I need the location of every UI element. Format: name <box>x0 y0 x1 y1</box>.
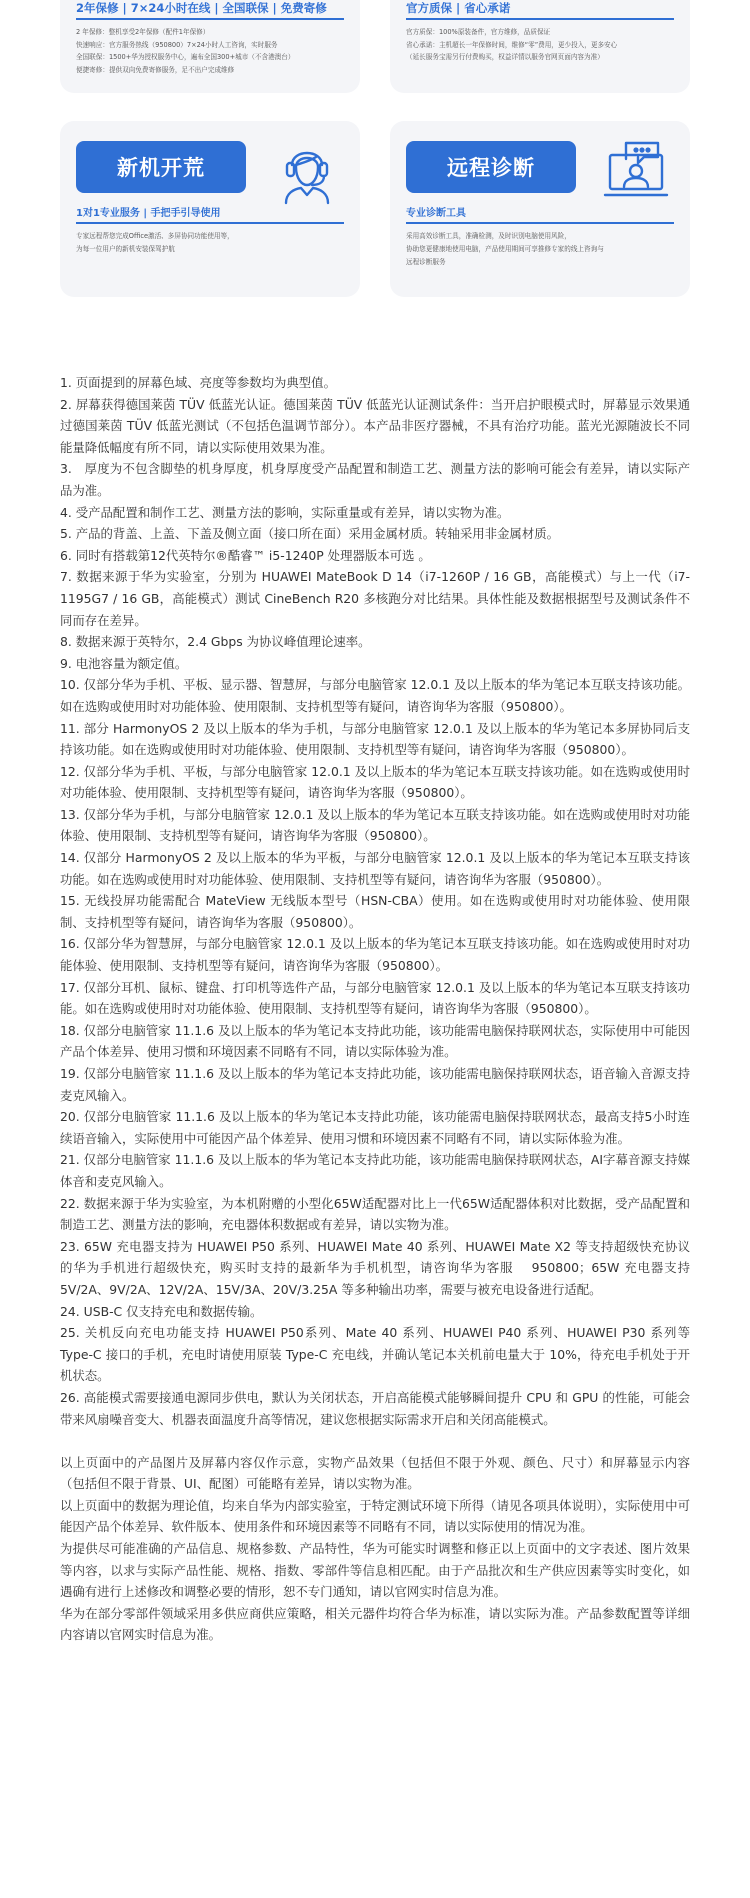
warranty-card <box>60 0 360 93</box>
footnote: 6. 同时有搭载第12代英特尔®酷睿™ i5-1240P 处理器版本可选 。 <box>60 547 431 563</box>
warranty-line: 2 年保修：整机享受2年保修（配件1年保修） <box>76 28 210 36</box>
guarantee-line: （延长服务宝需另行付费购买，权益详情以服务官网页面内容为准） <box>406 53 604 62</box>
guarantee-line: 省心承诺：主机超长一年保修时间，维修“零”费用，更少投入，更多安心 <box>406 40 618 49</box>
footnote: 14. 仅部分 HarmonyOS 2 及以上版本的华为平板，与部分电脑管家 12.0.1 及以上版本的华为笔记本互联支持该功能。如在选购或使用时对功能体验、使用限制、支持机型等有疑问，请咨询华为客服（950800）。 <box>60 850 690 887</box>
footnote: 1. 页面提到的屏幕色域、亮度等参数均为典型值。 <box>60 375 336 390</box>
guarantee-heading: 官方质保 | 省心承诺 <box>406 1 511 15</box>
remote-diagnosis-line: 协助您更健康地使用电脑，产品使用期间可享推修专家的线上咨询与 <box>406 245 604 253</box>
divider <box>406 18 674 20</box>
guarantee-line: 官方质保：100%原装备件，官方维修，品质保证 <box>406 28 551 36</box>
footnote: 5. 产品的背盖、上盖、下盖及侧立面（接口所在面）采用金属材质。转轴采用非金属材质。 <box>60 526 559 542</box>
footnote: 25. 关机反向充电功能支持 HUAWEI P50系列、Mate 40 系列、HUAWEI P40 系列、HUAWEI P30 系列等 Type-C 接口的手机，充电时请使用原装 Type-C 充电线，并确认笔记本关机前电量大于 10%，待充电手机处于开机状态。 <box>60 1325 690 1384</box>
footnotes <box>60 372 690 1646</box>
footnote: 24. USB-C 仅支持充电和数据传输。 <box>60 1303 263 1319</box>
remote-diagnosis-line: 采用高效诊断工具，准确检测，及时识别电脑使用风险， <box>406 232 571 240</box>
remote-diagnosis-card <box>390 121 690 297</box>
footnote: 10. 仅部分华为手机、平板、显示器、智慧屏，与部分电脑管家 12.0.1 及以上版本的华为笔记本互联支持该功能。如在选购或使用时对功能体验、使用限制、支持机型等有疑问，请咨询华为客服（950800）。 <box>60 677 690 714</box>
disclaimer: 华为在部分零部件领域采用多供应商供应策略，相关元器件均符合华为标准，请以实际为准。产品参数配置等详细内容请以官网实时信息为准。 <box>60 1605 690 1643</box>
footnote: 3. 厚度为不包含脚垫的机身厚度，机身厚度受产品配置和制造工艺、测量方法的影响可能会有差异，请以实际产品为准。 <box>60 461 690 498</box>
footnote: 20. 仅部分电脑管家 11.1.6 及以上版本的华为笔记本支持此功能，该功能需电脑保持联网状态，最高支持5小时连续语音输入，实际使用中可能因产品个体差异、使用习惯和环境因素不同略有不同，请以实际体验为准。 <box>60 1109 690 1146</box>
divider <box>76 18 344 20</box>
footnote: 13. 仅部分华为手机，与部分电脑管家 12.0.1 及以上版本的华为笔记本互联支持该功能。如在选购或使用时对功能体验、使用限制、支持机型等有疑问，请咨询华为客服（950800）。 <box>60 806 690 844</box>
footnote: 26. 高能模式需要接通电源同步供电，默认为关闭状态，开启高能模式能够瞬间提升 CPU 和 GPU 的性能，可能会带来风扇噪音变大、机器表面温度升高等情况，建议您根据实际需求开启和关闭高能模式。 <box>60 1389 690 1427</box>
new-device-setup-card <box>60 121 360 297</box>
footnote: 17. 仅部分耳机、鼠标、键盘、打印机等选件产品，与部分电脑管家 12.0.1 及以上版本的华为笔记本互联支持该功能。如在选购或使用时对功能体验、使用限制、支持机型等有疑问，请咨询华为客服（950800）。 <box>60 979 690 1017</box>
divider <box>406 222 674 224</box>
warranty-line: 便捷寄修：提供双向免费寄修服务，足不出户完成维修 <box>76 65 235 74</box>
footnote: 16. 仅部分华为智慧屏，与部分电脑管家 12.0.1 及以上版本的华为笔记本互联支持该功能。如在选购或使用时对功能体验、使用限制、支持机型等有疑问，请咨询华为客服（950800）。 <box>60 936 690 974</box>
new-device-setup-subheading: 1对1专业服务 | 手把手引导使用 <box>76 208 221 219</box>
remote-diagnosis-subheading: 专业诊断工具 <box>406 208 466 219</box>
warranty-line: 全国联保：1500+华为授权服务中心，遍布全国300+城市（不含港澳台） <box>76 53 295 62</box>
footnote: 15. 无线投屏功能需配合 MateView 无线版本型号（HSN-CBA）使用。如在选购或使用时对功能体验、使用限制、支持机型等有疑问，请咨询华为客服（950800）。 <box>60 893 690 930</box>
customer-service-headset-icon <box>272 135 342 205</box>
footnote: 23. 65W 充电器支持为 HUAWEI P50 系列、HUAWEI Mate 40 系列、HUAWEI Mate X2 等支持超级快充协议的华为手机进行超级快充，购买时支持的最新华为手机机型，请咨询华为客服 950800；65W 充电器支持 5V/2A、9V/2A、12V/2A、15V/3A、20V/3.25A 等多种输出功率，需要与被充电设备进行适配。 <box>60 1238 690 1297</box>
footnote: 2. 屏幕获得德国莱茵 TÜV 低蓝光认证。德国莱茵 TÜV 低蓝光认证测试条件：当开启护眼模式时，屏幕显示效果通过德国莱茵 TÜV 低蓝光测试（不包括色温调节部分）。本产品非医疗器械，不具有治疗功能。蓝光光源随波长不同能量降低幅度有所不同，请以实际使用效果为准。 <box>60 396 690 455</box>
footnote: 19. 仅部分电脑管家 11.1.6 及以上版本的华为笔记本支持此功能，该功能需电脑保持联网状态，语音输入音源支持麦克风输入。 <box>60 1066 690 1103</box>
warranty-heading: 2年保修 | 7×24小时在线 | 全国联保 | 免费寄修 <box>76 1 327 15</box>
remote-diagnosis-line: 远程诊断服务 <box>406 258 446 266</box>
footnote: 9. 电池容量为额定值。 <box>60 655 188 671</box>
disclaimer: 以上页面中的数据为理论值，均来自华为内部实验室，于特定测试环境下所得（请见各项具体说明），实际使用中可能因产品个体差异、软件版本、使用条件和环境因素等不同略有不同，请以实际使用的情况为准。 <box>60 1497 690 1535</box>
disclaimer: 为提供尽可能准确的产品信息、规格参数、产品特性，华为可能实时调整和修正以上页面中的文字表述、图片效果等内容，以求与实际产品性能、规格、指数、零部件等信息相匹配。由于产品批次和生产供应因素等实时变化，如遇确有进行上述修改和调整必要的情形，恕不专门通知，请以官网实时信息为准。 <box>60 1541 690 1600</box>
disclaimer: 以上页面中的产品图片及屏幕内容仅作示意，实物产品效果（包括但不限于外观、颜色、尺寸）和屏幕显示内容（包括但不限于背景、UI、配图）可能略有差异，请以实物为准。 <box>60 1454 690 1492</box>
new-device-setup-line: 专家远程帮您完成Office激活、多屏协同功能使用等， <box>76 232 234 240</box>
footnote: 21. 仅部分电脑管家 11.1.6 及以上版本的华为笔记本支持此功能，该功能需电脑保持联网状态，AI字幕音源支持媒体音和麦克风输入。 <box>60 1152 690 1189</box>
guarantee-card <box>390 0 690 93</box>
divider <box>76 222 344 224</box>
warranty-line: 快速响应：官方服务热线（950800）7×24小时人工咨询，实时服务 <box>76 40 278 49</box>
footnote: 8. 数据来源于英特尔，2.4 Gbps 为协议峰值理论速率。 <box>60 634 371 650</box>
footnote: 22. 数据来源于华为实验室，为本机附赠的小型化65W适配器对比上一代65W适配器体积对比数据，受产品配置和制造工艺、测量方法的影响，充电器体积数据或有差异，请以实物为准。 <box>60 1195 690 1233</box>
new-device-setup-line: 为每一位用户的新机安装保驾护航 <box>76 245 175 253</box>
footnote: 11. 部分 HarmonyOS 2 及以上版本的华为手机，与部分电脑管家 12.0.1 及以上版本的华为笔记本多屏协同后支持该功能。如在选购或使用时对功能体验、使用限制、支持机型等有疑问，请咨询华为客服（950800）。 <box>60 720 690 758</box>
new-device-setup-button[interactable]: 新机开荒 <box>76 141 246 193</box>
footnote: 4. 受产品配置和制作工艺、测量方法的影响，实际重量或有差异，请以实物为准。 <box>60 504 510 520</box>
remote-diagnosis-button[interactable]: 远程诊断 <box>406 141 576 193</box>
remote-diagnosis-monitor-icon <box>602 135 672 205</box>
footnote: 7. 数据来源于华为实验室，分别为 HUAWEI MateBook D 14（i7-1260P / 16 GB，高能模式）与上一代（i7-1195G7 / 16 GB，高能模式）测试 CineBench R20 多核跑分对比结果。具体性能及数据根据型号及测试条件不同而存在差异。 <box>60 569 690 628</box>
footnote: 18. 仅部分电脑管家 11.1.6 及以上版本的华为笔记本支持此功能，该功能需电脑保持联网状态，实际使用中可能因产品个体差异、使用习惯和环境因素不同略有不同，请以实际体验为准。 <box>60 1022 690 1060</box>
footnote: 12. 仅部分华为手机、平板，与部分电脑管家 12.0.1 及以上版本的华为笔记本互联支持该功能。如在选购或使用时对功能体验、使用限制、支持机型等有疑问，请咨询华为客服（950800）。 <box>60 763 690 801</box>
